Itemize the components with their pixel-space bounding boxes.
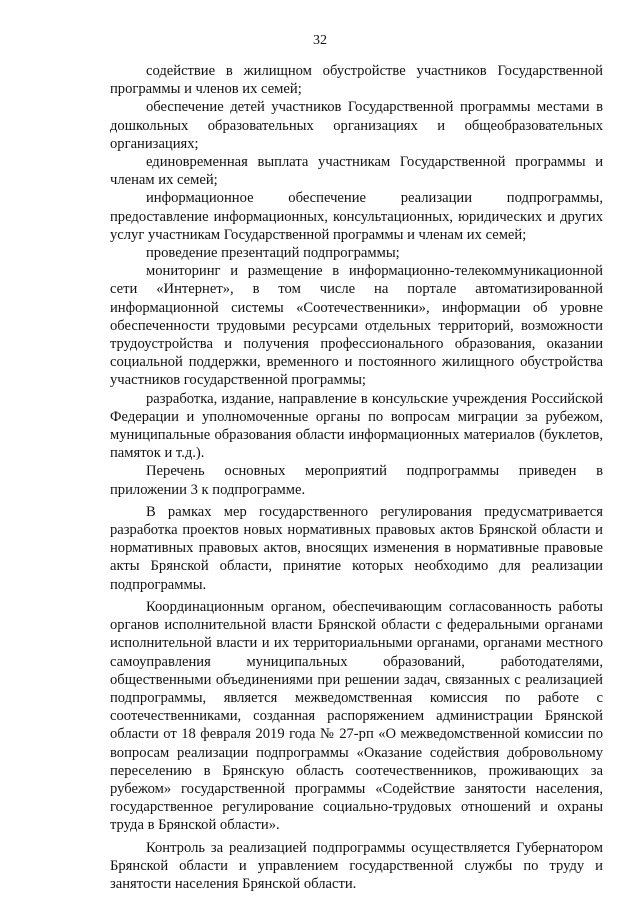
paragraph-presentations: проведение презентаций подпрограммы;	[146, 245, 400, 262]
paragraph-information-support: информационное обеспечение реализации подпрограммы, предоставление информационных, консультационных, юридических и других услуг участникам Государственной программы и членам их семей;	[110, 190, 603, 243]
paragraph-control: Контроль за реализацией подпрограммы осуществляется Губернатором Брянской области и управлением государственной службы по труду и занятости населения Брянской области.	[110, 839, 603, 892]
paragraph-activities-list: Перечень основных мероприятий подпрограммы приведен в приложении 3 к подпрограмме.	[110, 463, 603, 498]
paragraph-monitoring: мониторинг и размещение в информационно-телекоммуникационной сети «Интернет», в том числе на портале автоматизированной информационной системы «Соотечественники», информации об уровне обеспеченности трудовыми ресурсами отдельных территорий, возможности трудоустройства и получения профессионального образования, оказании социальной поддержки, временного и постоянного жилищного обустройства участников государственной программы;	[110, 263, 603, 389]
document-body	[110, 62, 603, 893]
paragraph-one-time-payment: единовременная выплата участникам Государственной программы и членам их семей;	[110, 154, 603, 189]
paragraph-coordination: Координационным органом, обеспечивающим согласованность работы органов исполнительной власти Брянской области с федеральными органами исполнительной власти и их территориальными органами, органами местного самоуправления муниципальных образований, работодателями, общественными объединениями при решении задач, связанных с реализацией подпрограммы, является межведомственная комиссия по работе с соотечественниками, созданная распоряжением администрации Брянской области от 18 февраля 2019 года № 27-рп «О межведомственной комиссии по вопросам реализации подпрограммы «Оказание содействия добровольному переселению в Брянскую область соотечественников, проживающих за рубежом» государственной программы «Содействие занятости населения, государственное регулирование социально-трудовых отношений и охраны труда в Брянской области».	[110, 598, 603, 834]
paragraph-regulation: В рамках мер государственного регулирования предусматривается разработка проектов новых нормативных правовых актов Брянской области и нормативных правовых актов, вносящих изменения в нормативные правовые акты Брянской области, принятие которых необходимо для реализации подпрограммы.	[110, 503, 603, 593]
paragraph-housing: содействие в жилищном обустройстве участников Государственной программы и членов их семей;	[110, 63, 603, 98]
paragraph-materials: разработка, издание, направление в консульские учреждения Российской Федерации и уполномоченные органы по вопросам миграции за рубежом, муниципальные образования области информационных материалов (буклетов, памяток и т.д.).	[110, 390, 603, 462]
paragraph-preschool: обеспечение детей участников Государственной программы местами в дошкольных образовательных организациях и общеобразовательных организациях;	[110, 99, 603, 152]
page-number: 32	[313, 33, 327, 48]
